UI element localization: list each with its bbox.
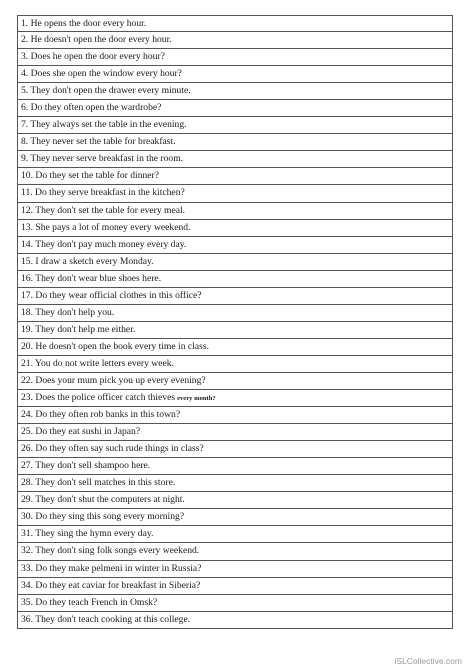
sentence-text: 19. They don't help me either. bbox=[21, 323, 136, 335]
sentence-row-10 bbox=[17, 168, 453, 185]
sentence-text: 28. They don't sell matches in this store. bbox=[21, 477, 176, 489]
sentence-text: 10. Do they set the table for dinner? bbox=[21, 170, 159, 182]
sentence-row-16 bbox=[17, 271, 453, 288]
sentence-text: 23. Does the police officer catch thieves bbox=[21, 392, 176, 404]
sentence-row-17 bbox=[17, 288, 453, 305]
sentence-text: 12. They don't set the table for every meal. bbox=[21, 204, 186, 216]
sentence-row-35 bbox=[17, 595, 453, 612]
sentence-text: 32. They don't sing folk songs every weekend. bbox=[21, 545, 200, 557]
sentence-row-36 bbox=[17, 612, 453, 629]
sentence-row-25 bbox=[17, 424, 453, 441]
sentence-row-27 bbox=[17, 458, 453, 475]
sentence-text: 30. Do they sing this song every morning? bbox=[21, 511, 185, 523]
sentence-text: 21. You do not write letters every week. bbox=[21, 357, 174, 369]
sentence-text: 11. Do they serve breakfast in the kitchen? bbox=[21, 187, 185, 199]
sentence-row-18 bbox=[17, 305, 453, 322]
sentence-row-2 bbox=[17, 32, 453, 49]
sentence-text: 18. They don't help you. bbox=[21, 306, 115, 318]
sentence-text: 34. Do they eat caviar for breakfast in Siberia? bbox=[21, 579, 201, 591]
sentence-row-9 bbox=[17, 151, 453, 168]
sentence-text: 20. He doesn't open the book every time in class. bbox=[21, 340, 209, 352]
sentence-row-14 bbox=[17, 237, 453, 254]
sentence-text: 6. Do they often open the wardrobe? bbox=[21, 102, 162, 114]
sentence-text: 25. Do they eat sushi in Japan? bbox=[21, 426, 141, 438]
sentence-row-24 bbox=[17, 407, 453, 424]
sentence-row-32 bbox=[17, 543, 453, 560]
sentence-text: 7. They always set the table in the evening. bbox=[21, 119, 187, 131]
sentence-row-23 bbox=[17, 390, 453, 407]
sentence-text: 24. Do they often rob banks in this town? bbox=[21, 409, 181, 421]
sentence-suffix: every month? bbox=[177, 395, 216, 403]
sentence-text: 35. Do they teach French in Omsk? bbox=[21, 596, 158, 608]
sentence-row-12 bbox=[17, 203, 453, 220]
sentence-text: 1. He opens the door every hour. bbox=[21, 18, 147, 29]
sentence-text: 5. They don't open the drawer every minute. bbox=[21, 85, 191, 97]
sentence-text: 2. He doesn't open the door every hour. bbox=[21, 34, 172, 46]
sentence-row-3 bbox=[17, 49, 453, 66]
watermark-text: iSLCollective.com bbox=[394, 656, 462, 666]
sentence-row-15 bbox=[17, 254, 453, 271]
sentence-text: 13. She pays a lot of money every weekend. bbox=[21, 221, 191, 233]
sentence-text: 17. Do they wear official clothes in this office? bbox=[21, 289, 202, 301]
sentence-text: 26. Do they often say such rude things in class? bbox=[21, 443, 204, 455]
sentence-text: 29. They don't shut the computers at night. bbox=[21, 494, 185, 506]
sentence-text: 9. They never serve breakfast in the room. bbox=[21, 153, 184, 165]
sentence-row-21 bbox=[17, 356, 453, 373]
sentence-text: 22. Does your mum pick you up every evening? bbox=[21, 374, 206, 386]
sentence-table bbox=[17, 15, 453, 629]
sentence-row-8 bbox=[17, 134, 453, 151]
sentence-row-5 bbox=[17, 83, 453, 100]
sentence-row-29 bbox=[17, 492, 453, 509]
sentence-text: 4. Does she open the window every hour? bbox=[21, 68, 182, 80]
sentence-text: 27. They don't sell shampoo here. bbox=[21, 460, 151, 472]
sentence-row-1 bbox=[17, 15, 453, 32]
sentence-row-13 bbox=[17, 220, 453, 237]
sentence-row-28 bbox=[17, 475, 453, 492]
sentence-row-33 bbox=[17, 561, 453, 578]
sentence-row-22 bbox=[17, 373, 453, 390]
sentence-row-26 bbox=[17, 441, 453, 458]
sentence-text: 31. They sing the hymn every day. bbox=[21, 528, 154, 540]
sentence-text: 33. Do they make pelmeni in winter in Russia? bbox=[21, 562, 202, 574]
sentence-text: 16. They don't wear blue shoes here. bbox=[21, 272, 162, 284]
sentence-row-31 bbox=[17, 526, 453, 543]
sentence-text: 3. Does he open the door every hour? bbox=[21, 51, 165, 63]
sentence-row-4 bbox=[17, 66, 453, 83]
sentence-row-20 bbox=[17, 339, 453, 356]
sentence-row-6 bbox=[17, 100, 453, 117]
sentence-row-34 bbox=[17, 578, 453, 595]
sentence-row-11 bbox=[17, 185, 453, 202]
sentence-row-30 bbox=[17, 509, 453, 526]
sentence-row-19 bbox=[17, 322, 453, 339]
sentence-text: 14. They don't pay much money every day. bbox=[21, 238, 187, 250]
sentence-text: 15. I draw a sketch every Monday. bbox=[21, 255, 154, 267]
sentence-row-7 bbox=[17, 117, 453, 134]
sentence-text: 8. They never set the table for breakfast. bbox=[21, 136, 176, 148]
sentence-text: 36. They don't teach cooking at this college. bbox=[21, 613, 191, 625]
